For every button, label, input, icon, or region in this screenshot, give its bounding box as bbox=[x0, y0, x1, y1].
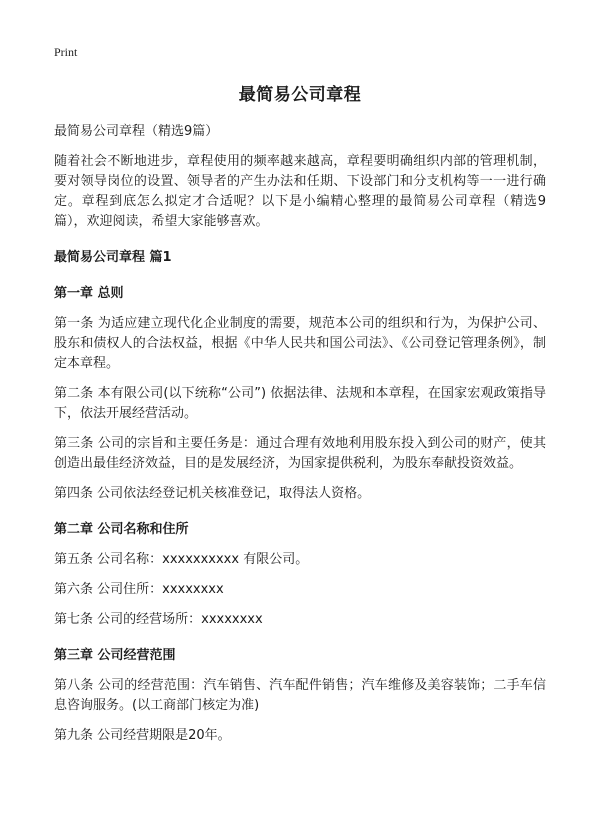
article-7: 第七条 公司的经营场所：xxxxxxxx bbox=[54, 612, 263, 627]
intro-paragraph: 随着社会不断地进步，章程使用的频率越来越高，章程要明确组织内部的管理机制，要对领导岗位的设置、领导者的产生办法和任期、下设部门和分支机构等一一进行确定。章程到底怎么拟定才合适呢？以下是小编精心整理的最简易公司章程（精选9篇），欢迎阅读，希望大家能够喜欢。 bbox=[54, 154, 546, 229]
chapter-2-heading: 第二章 公司名称和住所 bbox=[54, 522, 189, 537]
chapter-3-heading: 第三章 公司经营范围 bbox=[54, 648, 176, 663]
article-8: 第八条 公司的经营范围：汽车销售、汽车配件销售；汽车维修及美容装饰；二手车信息咨询服务。(以工商部门核定为准) bbox=[54, 678, 546, 713]
article-6: 第六条 公司住所：xxxxxxxx bbox=[54, 582, 224, 597]
article-9: 第九条 公司经营期限是20年。 bbox=[54, 728, 231, 743]
article-4: 第四条 公司依法经登记机关核准登记，取得法人资格。 bbox=[54, 486, 371, 501]
print-link[interactable]: Print bbox=[54, 45, 78, 59]
chapter-1-heading: 第一章 总则 bbox=[54, 286, 124, 301]
article-1: 第一条 为适应建立现代化企业制度的需要，规范本公司的组织和行为，为保护公司、股东和债权人的合法权益，根据《中华人民共和国公司法》、《公司登记管理条例》，制定本章程。 bbox=[54, 316, 546, 371]
document-subtitle: 最简易公司章程（精选9篇） bbox=[54, 124, 219, 139]
section-title: 最简易公司章程 篇1 bbox=[54, 250, 172, 265]
article-2: 第二条 本有限公司(以下统称“公司”) 依据法律、法规和本章程，在国家宏观政策指导下，依法开展经营活动。 bbox=[54, 386, 546, 421]
article-3: 第三条 公司的宗旨和主要任务是：通过合理有效地利用股东投入到公司的财产，使其创造出最佳经济效益，目的是发展经济，为国家提供税利，为股东奉献投资效益。 bbox=[54, 436, 546, 471]
page-title: 最简易公司章程 bbox=[238, 85, 362, 105]
article-5: 第五条 公司名称：xxxxxxxxxx 有限公司。 bbox=[54, 552, 309, 567]
